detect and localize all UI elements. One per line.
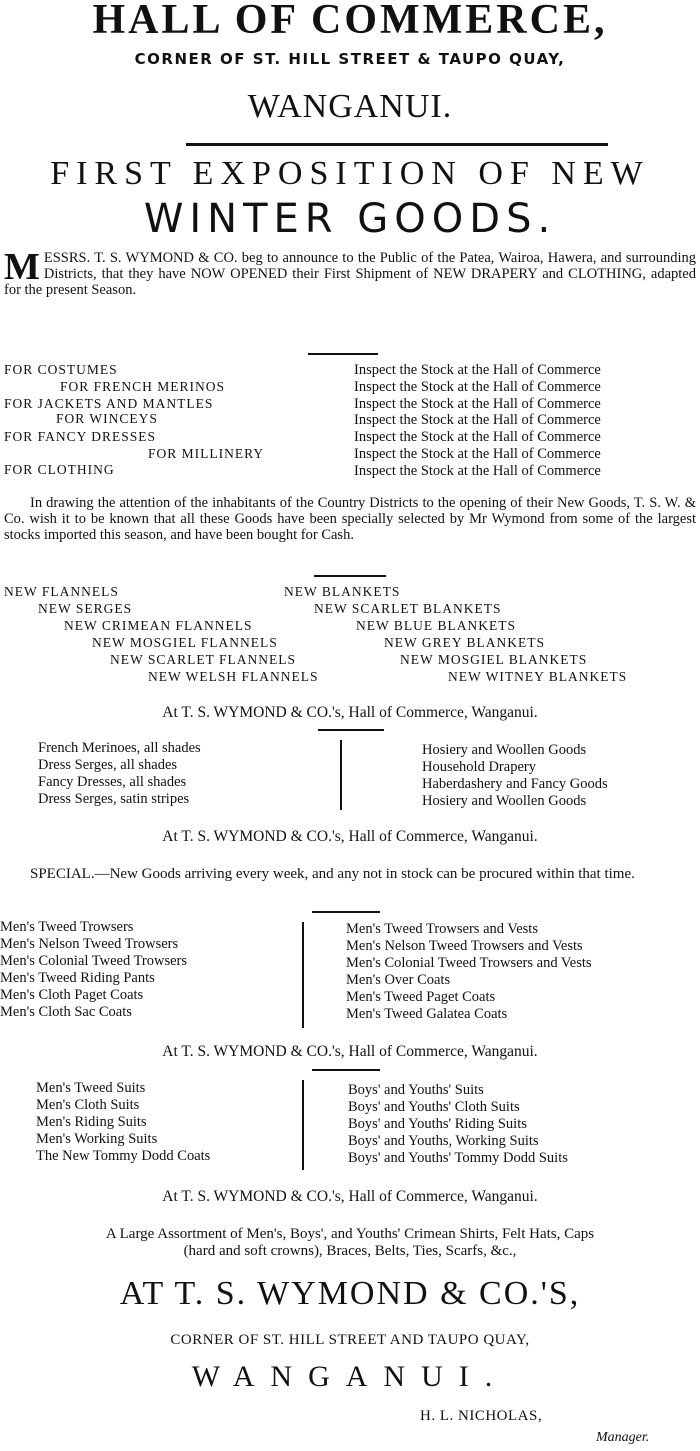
list-item: Boys' and Youths' Riding Suits <box>348 1116 527 1132</box>
store-line: At T. S. WYMOND & CO.'s, Hall of Commerce, Wanganui. <box>162 704 538 721</box>
block3-right <box>348 1082 568 1167</box>
list-item: Men's Tweed Suits <box>36 1080 146 1096</box>
list-item: Inspect the Stock at the Hall of Commerce <box>354 429 601 445</box>
signature: H. L. NICHOLAS, <box>420 1408 543 1424</box>
intro-text: ESSRS. T. S. WYMOND & CO. beg to announce to the Public of the Patea, Wairoa, Hawera, and surrounding Districts, that they have NOW OPENED their First Shipment of NEW DRAPERY and CLOTHING, adapted for the present Season. <box>4 250 696 298</box>
list-item: Men's Tweed Trowsers and Vests <box>346 921 538 937</box>
list-item: NEW WITNEY BLANKETS <box>448 669 628 684</box>
list-item: NEW MOSGIEL BLANKETS <box>400 652 588 667</box>
list-item: Men's Tweed Trowsers <box>0 919 134 935</box>
signature-role: Manager. <box>596 1430 650 1445</box>
block2-right <box>346 921 592 1023</box>
list-item: NEW BLUE BLANKETS <box>356 618 516 633</box>
store-line: At T. S. WYMOND & CO.'s, Hall of Commerce, Wanganui. <box>162 828 538 845</box>
list-item: FOR FANCY DRESSES <box>4 429 157 444</box>
headline-line2: WINTER GOODS. <box>143 196 557 242</box>
list-item: Inspect the Stock at the Hall of Commerce <box>354 446 601 462</box>
block1-right <box>422 742 608 810</box>
attention-paragraph: In drawing the attention of the inhabitants of the Country Districts to the opening of their New Goods, T. S. W. & Co. wish it to be known that all these Goods have been specially selected by Mr Wymond from some of the largest stocks imported this season, and have been bought for Cash. <box>4 495 696 543</box>
list-item: NEW SCARLET FLANNELS <box>110 652 297 667</box>
list-item: Men's Tweed Paget Coats <box>346 989 496 1005</box>
block1-left <box>38 740 201 808</box>
short-divider <box>308 353 378 355</box>
list-item: Inspect the Stock at the Hall of Commerce <box>354 412 601 428</box>
assortment-line2: (hard and soft crowns), Braces, Belts, Ties, Scarfs, &c., <box>183 1243 517 1259</box>
list-item: Household Drapery <box>422 759 536 775</box>
short-divider <box>314 575 386 577</box>
list-item: FOR FRENCH MERINOS <box>60 379 226 394</box>
list-item: NEW MOSGIEL FLANNELS <box>92 635 278 650</box>
list-item: Dress Serges, all shades <box>38 757 178 773</box>
town-heading: WANGANUI. <box>247 88 453 125</box>
list-item: Inspect the Stock at the Hall of Commerce <box>354 379 601 395</box>
list-item: Fancy Dresses, all shades <box>38 774 187 790</box>
list-item: The New Tommy Dodd Coats <box>36 1148 211 1164</box>
footer-town: WANGANUI. <box>191 1360 509 1393</box>
assortment-line1: A Large Assortment of Men's, Boys', and Youths' Crimean Shirts, Felt Hats, Caps <box>105 1226 595 1242</box>
list-item: Dress Serges, satin stripes <box>38 791 190 807</box>
list-item: Boys' and Youths, Working Suits <box>348 1133 539 1149</box>
list-item: Men's Cloth Suits <box>36 1097 140 1113</box>
column-divider <box>302 922 304 1028</box>
list-item: NEW CRIMEAN FLANNELS <box>64 618 253 633</box>
drop-cap: M <box>4 246 40 288</box>
column-divider <box>302 1080 304 1170</box>
column-divider <box>340 740 342 810</box>
list-item: Men's Working Suits <box>36 1131 158 1147</box>
headline-line1: FIRST EXPOSITION OF NEW <box>50 155 650 192</box>
list-item: Men's Colonial Tweed Trowsers <box>0 953 188 969</box>
list-item: Inspect the Stock at the Hall of Commerce <box>354 463 601 479</box>
list-item: Inspect the Stock at the Hall of Commerce <box>354 362 601 378</box>
list-item: Boys' and Youths' Suits <box>348 1082 484 1098</box>
list-item: Hosiery and Woollen Goods <box>422 793 587 809</box>
short-divider <box>312 1069 380 1071</box>
list-item: Hosiery and Woollen Goods <box>422 742 587 758</box>
header-divider <box>186 143 608 146</box>
list-item: Men's Nelson Tweed Trowsers and Vests <box>346 938 583 954</box>
address-line: CORNER OF ST. HILL STREET & TAUPO QUAY, <box>134 50 566 68</box>
list-item: NEW SERGES <box>38 601 133 616</box>
list-item: FOR COSTUMES <box>4 362 118 377</box>
list-item: Inspect the Stock at the Hall of Commerce <box>354 396 601 412</box>
list-item: Men's Tweed Riding Pants <box>0 970 155 986</box>
list-item: Men's Over Coats <box>346 972 451 988</box>
footer-store: AT T. S. WYMOND & CO.'S, <box>119 1275 581 1312</box>
intro-paragraph <box>4 246 696 298</box>
list-item: FOR MILLINERY <box>148 446 265 461</box>
list-item: Boys' and Youths' Cloth Suits <box>348 1099 520 1115</box>
list-item: Men's Tweed Galatea Coats <box>346 1006 508 1022</box>
short-divider <box>312 911 380 913</box>
list-item: Men's Nelson Tweed Trowsers <box>0 936 179 952</box>
list-item: Men's Colonial Tweed Trowsers and Vests <box>346 955 592 971</box>
list-item: NEW SCARLET BLANKETS <box>314 601 502 616</box>
list-item: NEW FLANNELS <box>4 584 119 599</box>
short-divider <box>318 729 384 731</box>
store-line: At T. S. WYMOND & CO.'s, Hall of Commerce, Wanganui. <box>162 1043 538 1060</box>
list-item: FOR CLOTHING <box>4 462 115 477</box>
special-paragraph: SPECIAL.—New Goods arriving every week, and any not in stock can be procured within that time. <box>30 866 635 882</box>
list-item: Boys' and Youths' Tommy Dodd Suits <box>348 1150 568 1166</box>
list-item: Men's Riding Suits <box>36 1114 147 1130</box>
list-item: NEW WELSH FLANNELS <box>148 669 319 684</box>
block2-left <box>0 919 187 1021</box>
page-title: HALL OF COMMERCE, <box>92 0 608 43</box>
list-item: NEW BLANKETS <box>284 584 401 599</box>
list-item: NEW GREY BLANKETS <box>384 635 545 650</box>
list-item: Men's Cloth Sac Coats <box>0 1004 132 1020</box>
list-item: FOR WINCEYS <box>56 411 158 426</box>
list-item: Haberdashery and Fancy Goods <box>422 776 608 792</box>
block3-left <box>36 1080 210 1165</box>
list-item: French Merinoes, all shades <box>38 740 201 756</box>
footer-address: CORNER OF ST. HILL STREET AND TAUPO QUAY, <box>170 1332 530 1348</box>
list-item: Men's Cloth Paget Coats <box>0 987 144 1003</box>
list-item: FOR JACKETS AND MANTLES <box>4 396 214 411</box>
store-line: At T. S. WYMOND & CO.'s, Hall of Commerce, Wanganui. <box>162 1188 538 1205</box>
